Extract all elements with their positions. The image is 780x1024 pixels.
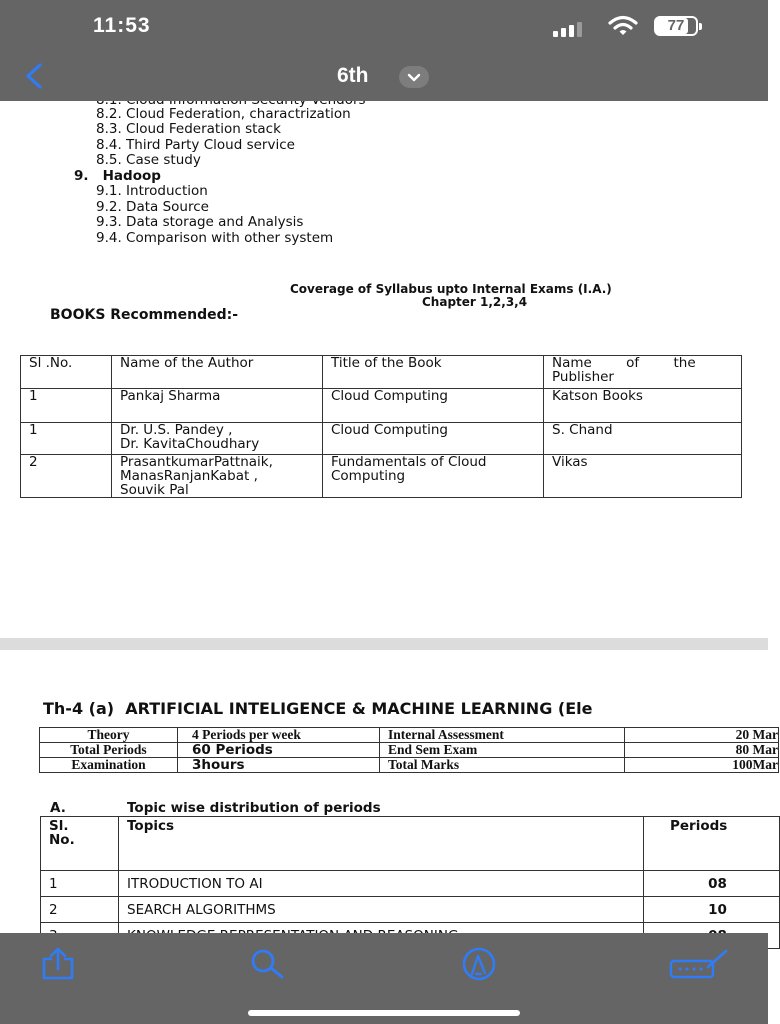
- list-item: 9.2. Data Source: [96, 199, 209, 215]
- table-cell: 2: [41, 897, 119, 923]
- table-cell: PrasantkumarPattnaik, ManasRanjanKabat , Souvik Pal: [112, 455, 323, 498]
- table-cell: Pankaj Sharma: [112, 389, 323, 423]
- table-header: Name of the Publisher: [544, 356, 742, 389]
- table-cell: S. Chand: [544, 423, 742, 455]
- table-cell: Internal Assessment: [380, 728, 625, 743]
- back-button[interactable]: [22, 62, 48, 95]
- coverage-text: Coverage of Syllabus upto Internal Exams (I.A.): [290, 282, 612, 296]
- table-header-row: [21, 356, 742, 389]
- books-table: [20, 355, 742, 498]
- books-heading: BOOKS Recommended:-: [50, 307, 239, 323]
- table-cell: 80 Mar: [625, 743, 779, 758]
- list-item: 9.3. Data storage and Analysis: [96, 214, 304, 230]
- table-cell: Cloud Computing: [323, 423, 544, 455]
- page-divider: [0, 638, 768, 650]
- table-cell: 1: [21, 423, 112, 455]
- list-item: 8.4. Third Party Cloud service: [96, 137, 295, 153]
- battery-level: 77: [667, 17, 685, 34]
- table-cell: Dr. U.S. Pandey , Dr. KavitaChoudhary: [112, 423, 323, 455]
- table-cell: Cloud Computing: [323, 389, 544, 423]
- share-icon: [40, 947, 76, 981]
- table-cell: Total Periods: [40, 743, 178, 758]
- list-item: 8.2. Cloud Federation, charactrization: [96, 106, 351, 122]
- list-item: 9.4. Comparison with other system: [96, 230, 334, 246]
- cellular-signal-icon: [553, 19, 593, 37]
- table-cell: 4 Periods per week: [178, 728, 380, 743]
- table-cell: SEARCH ALGORITHMS: [119, 897, 644, 923]
- search-button[interactable]: [247, 947, 287, 986]
- table-cell: 100Mar: [625, 758, 779, 773]
- table-cell: Fundamentals of Cloud Computing: [323, 455, 544, 498]
- table-row: [40, 743, 779, 758]
- section-heading-hadoop: 9. Hadoop: [74, 168, 161, 184]
- table-cell: Total Marks: [380, 758, 625, 773]
- table-cell: 3hours: [178, 758, 380, 773]
- table-header: Sl .No.: [21, 356, 112, 389]
- table-cell: 10: [644, 897, 780, 923]
- title-menu-button[interactable]: [399, 66, 429, 88]
- table-cell: 08: [644, 871, 780, 897]
- coverage-chapters: Chapter 1,2,3,4: [422, 295, 528, 309]
- table-cell: 2: [21, 455, 112, 498]
- list-item: 8.5. Case study: [96, 152, 201, 168]
- table-cell: 1: [21, 389, 112, 423]
- table-header-row: [41, 817, 780, 871]
- table-cell: Katson Books: [544, 389, 742, 423]
- home-indicator[interactable]: [248, 1010, 520, 1016]
- table-cell: Vikas: [544, 455, 742, 498]
- keyboard-icon: [668, 947, 730, 981]
- table-header: Sl. No.: [41, 817, 119, 871]
- keyboard-button[interactable]: [668, 947, 730, 986]
- table-row: [41, 871, 780, 897]
- table-cell: Examination: [40, 758, 178, 773]
- table-cell: Theory: [40, 728, 178, 743]
- course-info-table: [39, 727, 779, 773]
- search-icon: [247, 947, 287, 981]
- markup-button[interactable]: [458, 947, 500, 986]
- chevron-down-icon: [399, 66, 429, 88]
- wifi-icon: [608, 15, 638, 42]
- table-row: [21, 423, 742, 455]
- battery-icon: [654, 16, 704, 38]
- topics-table: [40, 816, 780, 949]
- table-row: [21, 455, 742, 498]
- chevron-left-icon: [22, 62, 48, 90]
- course-title: Th-4 (a) ARTIFICIAL INTELIGENCE & MACHINE LEARNING (Ele: [43, 699, 593, 718]
- table-header: Name of the Author: [112, 356, 323, 389]
- document-title[interactable]: 6th: [337, 64, 369, 87]
- table-row: [41, 897, 780, 923]
- table-header: Topics: [119, 817, 644, 871]
- table-header: Title of the Book: [323, 356, 544, 389]
- table-cell: 60 Periods: [178, 743, 380, 758]
- markup-icon: [458, 947, 500, 981]
- table-header: Periods: [644, 817, 780, 871]
- table-cell: End Sem Exam: [380, 743, 625, 758]
- section-label: A.: [50, 800, 66, 816]
- table-cell: 1: [41, 871, 119, 897]
- table-cell: 20 Mar: [625, 728, 779, 743]
- share-button[interactable]: [40, 947, 76, 986]
- table-row: [40, 728, 779, 743]
- list-item: 8.3. Cloud Federation stack: [96, 121, 281, 137]
- status-time: 11:53: [93, 14, 151, 37]
- table-cell: ITRODUCTION TO AI: [119, 871, 644, 897]
- topic-heading: Topic wise distribution of periods: [127, 800, 381, 816]
- list-item: 9.1. Introduction: [96, 183, 208, 199]
- table-row: [21, 389, 742, 423]
- table-row: [40, 758, 779, 773]
